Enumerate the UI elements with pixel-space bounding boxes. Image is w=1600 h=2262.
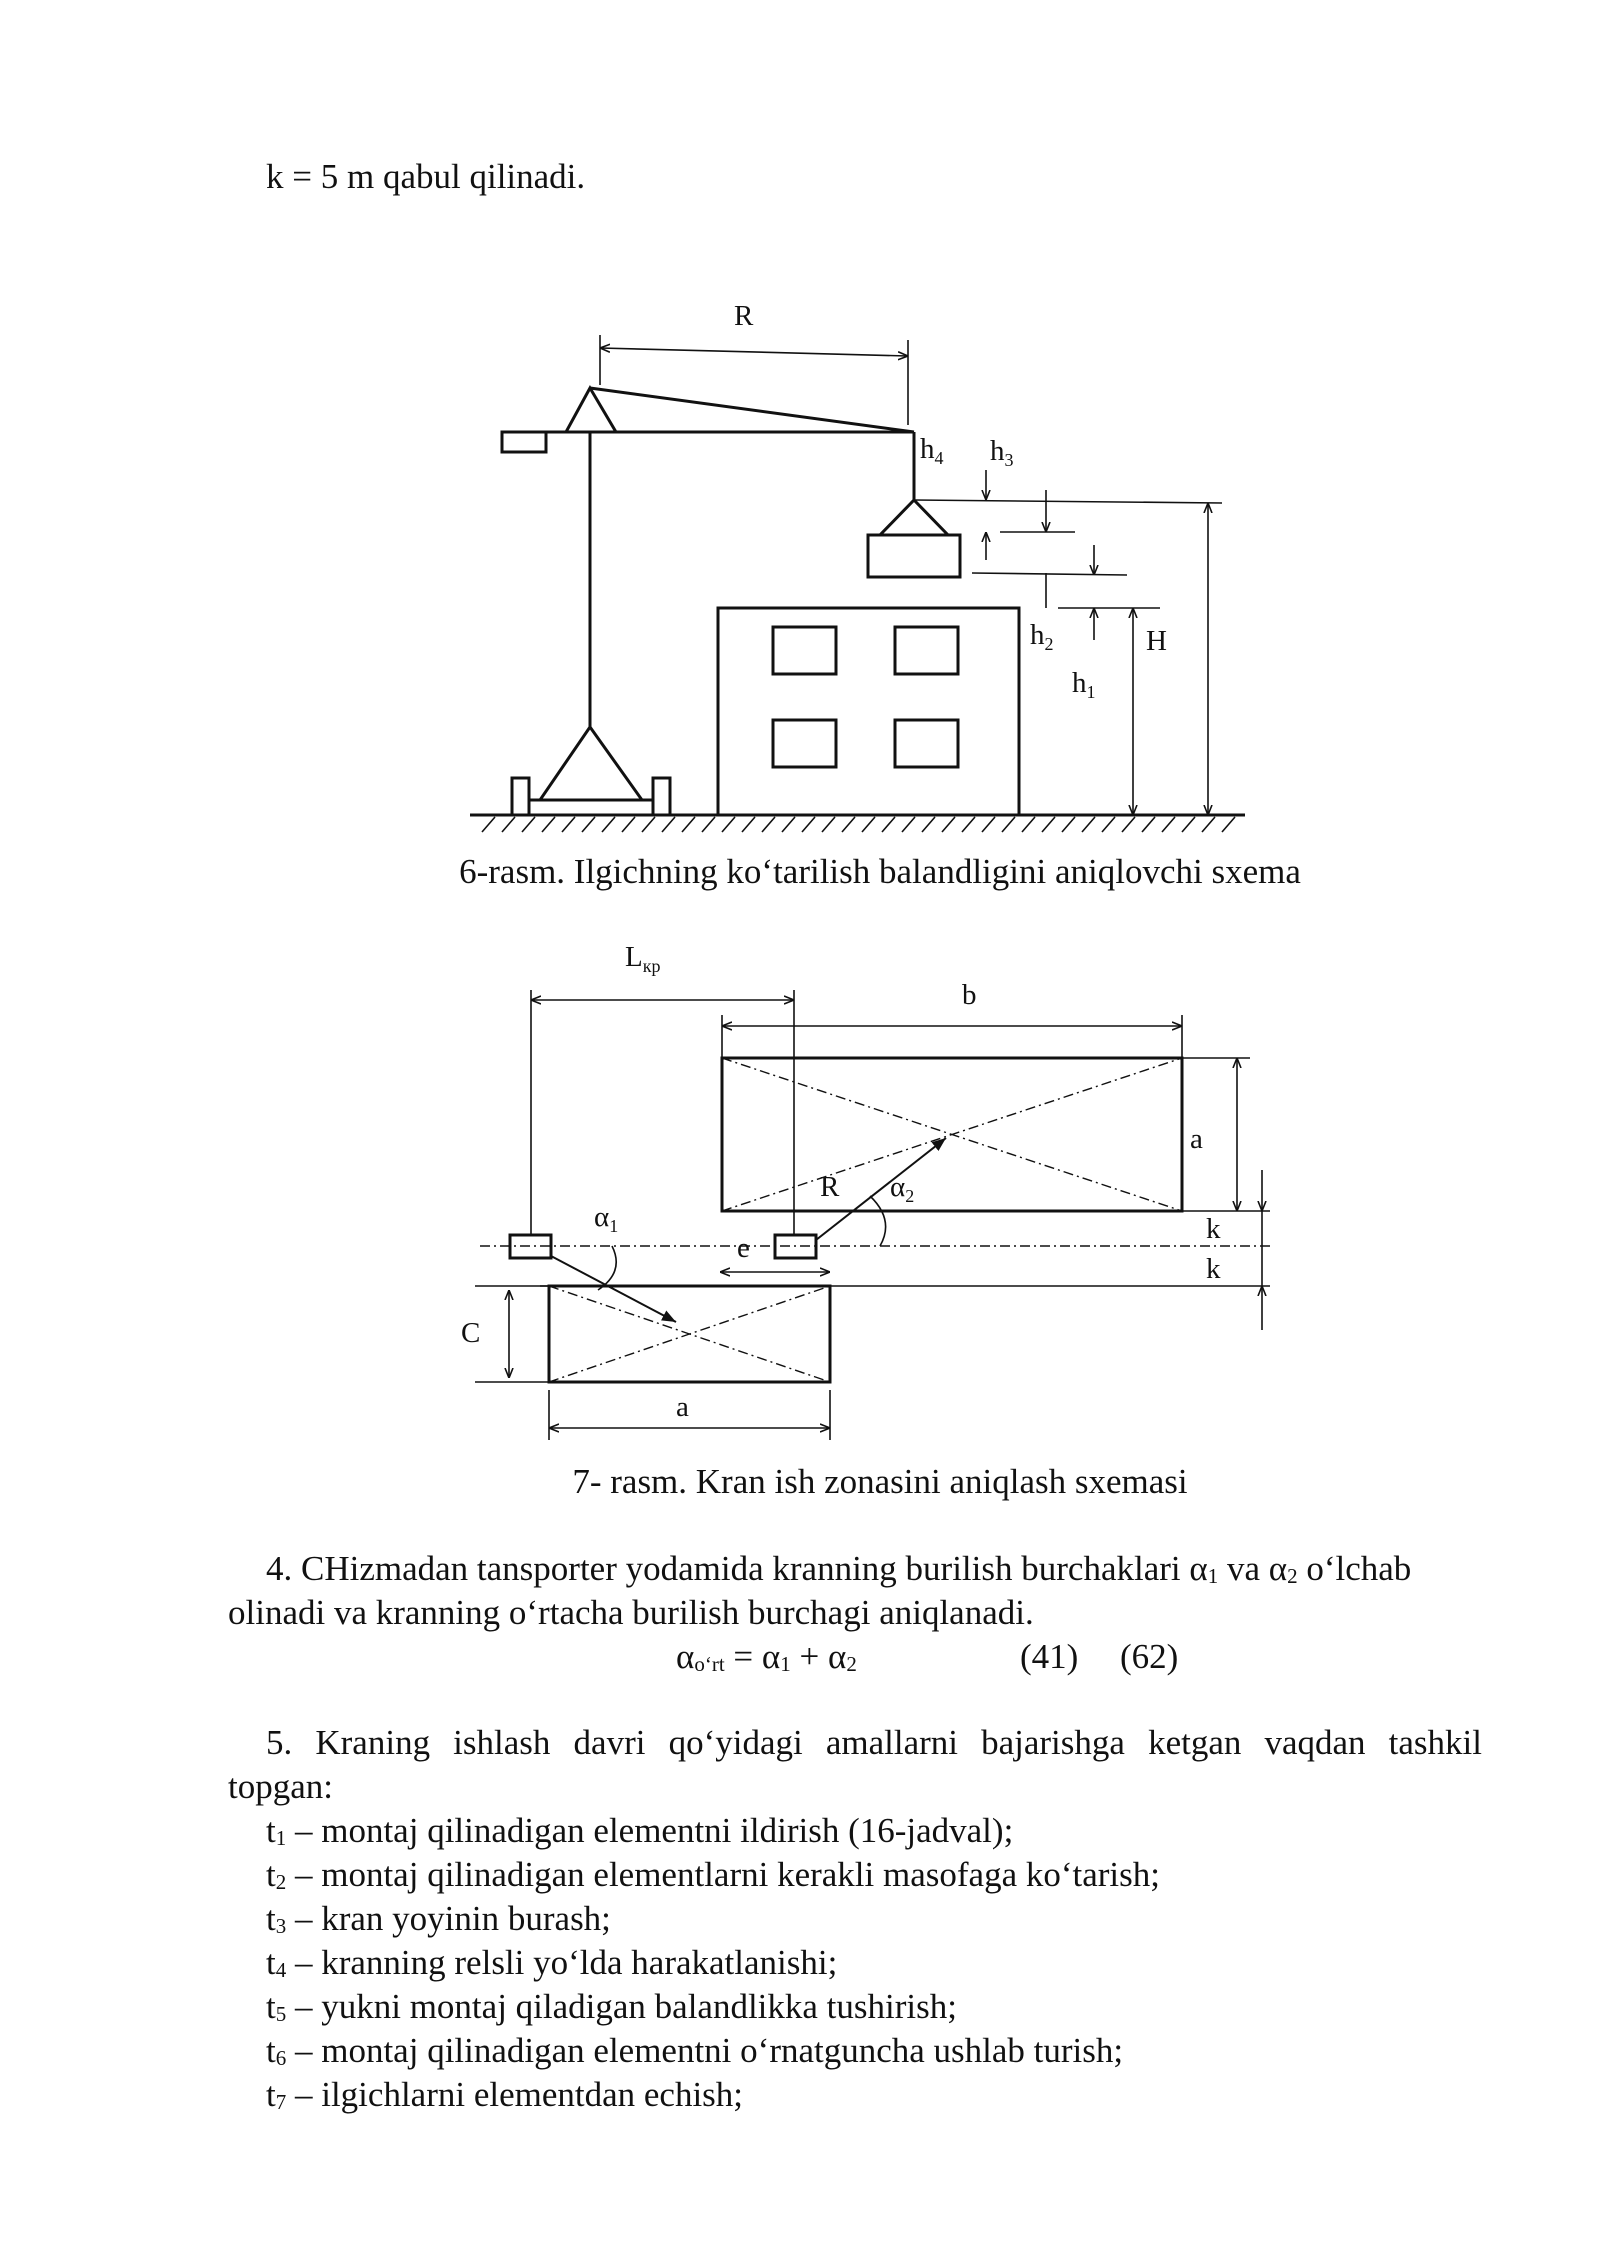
crane-base <box>512 727 670 815</box>
alpha-1: α <box>1189 1549 1208 1588</box>
step-t4 <box>266 1941 837 1985</box>
para4-text-a: 4. CHizmadan tansporter yodamida kranning burilish burchaklari <box>266 1549 1190 1588</box>
crane-jib <box>502 388 914 500</box>
alpha-2: α <box>1268 1549 1288 1588</box>
figure6-drawing <box>470 335 1245 832</box>
step-t-symbol: t <box>266 1987 276 2026</box>
label-alpha1-sub: 1 <box>609 1216 619 1236</box>
label-alpha2: α <box>890 1171 906 1203</box>
step-t-sub: 1 <box>275 1826 287 1851</box>
bottom-rect-diagonals <box>549 1286 830 1382</box>
step-t-sub: 7 <box>275 2090 287 2115</box>
svg-text:α2 <box>890 1171 914 1206</box>
label-C: C <box>461 1317 481 1349</box>
angle-arc-alpha2 <box>870 1196 886 1246</box>
step-text: – montaj qilinadigan elementni ildirish (16-jadval); <box>286 1811 1014 1850</box>
svg-text:h2 <box>1030 619 1054 654</box>
para5-line2: topgan: <box>228 1767 333 1806</box>
step-t-sub: 4 <box>275 1958 287 1983</box>
dim-C <box>475 1286 549 1382</box>
formula-number-2: (62) <box>1120 1637 1179 1676</box>
label-a-right: a <box>1190 1123 1203 1155</box>
figure6-caption: 6-rasm. Ilgichning ko‘tarilish balandligini aniqlovchi sxema <box>459 852 1301 891</box>
label-R7: R <box>820 1171 840 1203</box>
label-h4: h <box>920 433 935 465</box>
para4-line2: olinadi va kranning o‘rtacha burilish burchagi aniqlanadi. <box>228 1593 1034 1632</box>
formula-eq: = <box>724 1637 762 1676</box>
label-h2: h <box>1030 619 1045 651</box>
top-rect-diagonals <box>722 1058 1182 1211</box>
label-R: R <box>734 300 754 332</box>
dim-b <box>722 1015 1182 1058</box>
step-t-sub: 3 <box>275 1914 287 1939</box>
formula-alpha-1: α <box>761 1637 781 1676</box>
step-text: – kranning relsli yo‘lda harakatlanishi; <box>286 1943 838 1982</box>
alpha-1-sub: 1 <box>1207 1564 1219 1589</box>
step-t5 <box>266 1985 957 2029</box>
step-t-symbol: t <box>266 2075 276 2114</box>
step-t-sub: 5 <box>275 2002 287 2027</box>
formula-number-1: (41) <box>1020 1637 1079 1676</box>
step-t-symbol: t <box>266 2031 276 2070</box>
step-text: – montaj qilinadigan elementni o‘rnatguncha ushlab turish; <box>286 2031 1124 2070</box>
label-alpha2-sub: 2 <box>905 1186 915 1206</box>
step-t-sub: 6 <box>275 2046 287 2071</box>
step-t3 <box>266 1897 611 1941</box>
svg-text:h1 <box>1072 667 1096 702</box>
step-t6 <box>266 2029 1123 2073</box>
step-t-symbol: t <box>266 1811 276 1850</box>
ground-hatching <box>482 817 1235 832</box>
dim-heights <box>914 470 1222 815</box>
svg-text:h4 <box>920 433 944 468</box>
step-t-symbol: t <box>266 1943 276 1982</box>
formula <box>676 1635 857 1679</box>
crane-load <box>868 500 960 577</box>
label-e: e <box>737 1232 750 1264</box>
angle-arc-alpha1 <box>598 1246 616 1290</box>
formula-sub-2: 2 <box>846 1652 857 1677</box>
step-t1 <box>266 1809 1013 1853</box>
figure7-caption: 7- rasm. Kran ish zonasini aniqlash sxemasi <box>572 1462 1188 1501</box>
label-h2-sub: 2 <box>1044 634 1054 654</box>
step-text: – ilgichlarni elementdan echish; <box>286 2075 744 2114</box>
alpha-2-sub: 2 <box>1287 1564 1298 1589</box>
label-k2: k <box>1206 1253 1221 1285</box>
radius-arrow-1 <box>551 1256 676 1322</box>
label-L: L <box>625 941 643 973</box>
label-h3-sub: 3 <box>1004 450 1014 470</box>
formula-alpha-2: α <box>828 1637 847 1676</box>
para5-line1: 5. Kraning ishlash davri qo‘yidagi amallarni bajarishga ketgan vaqdan tashkil <box>266 1723 1482 1762</box>
step-text: – kran yoyinin burash; <box>286 1899 611 1938</box>
step-t2 <box>266 1853 1160 1897</box>
step-text: – montaj qilinadigan elementlarni kerakli masofaga ko‘tarish; <box>286 1855 1160 1894</box>
step-text: – yukni montaj qiladigan balandlikka tushirish; <box>286 1987 957 2026</box>
label-h4-sub: 4 <box>934 448 944 468</box>
label-H: H <box>1146 625 1167 657</box>
svg-text:h3 <box>990 435 1014 470</box>
formula-avg-sub: o‘rt <box>694 1652 725 1677</box>
intro-text: k = 5 m qabul qilinadi. <box>266 157 586 196</box>
label-h3: h <box>990 435 1005 467</box>
label-b: b <box>962 979 977 1011</box>
building <box>718 608 1019 815</box>
label-a-bottom: a <box>676 1391 689 1423</box>
figure7-labels <box>461 941 1221 1423</box>
para4-text-b: o‘lchab <box>1297 1549 1412 1588</box>
label-k1: k <box>1206 1213 1221 1245</box>
label-h1: h <box>1072 667 1087 699</box>
svg-text:Lкр <box>625 941 660 976</box>
step-t-symbol: t <box>266 1855 276 1894</box>
para4-va: va <box>1218 1549 1269 1588</box>
step-t-sub: 2 <box>275 1870 287 1895</box>
dim-a-bottom <box>549 1390 830 1440</box>
formula-sub-1: 1 <box>780 1652 791 1677</box>
label-h1-sub: 1 <box>1086 682 1096 702</box>
step-t-symbol: t <box>266 1899 276 1938</box>
formula-plus: + <box>790 1637 829 1676</box>
formula-alpha-avg: α <box>676 1637 695 1676</box>
svg-text:α1 <box>594 1201 618 1236</box>
label-L-sub: кр <box>642 956 661 976</box>
label-alpha1: α <box>594 1201 610 1233</box>
para4-line1 <box>266 1547 1411 1591</box>
step-t7 <box>266 2073 743 2117</box>
